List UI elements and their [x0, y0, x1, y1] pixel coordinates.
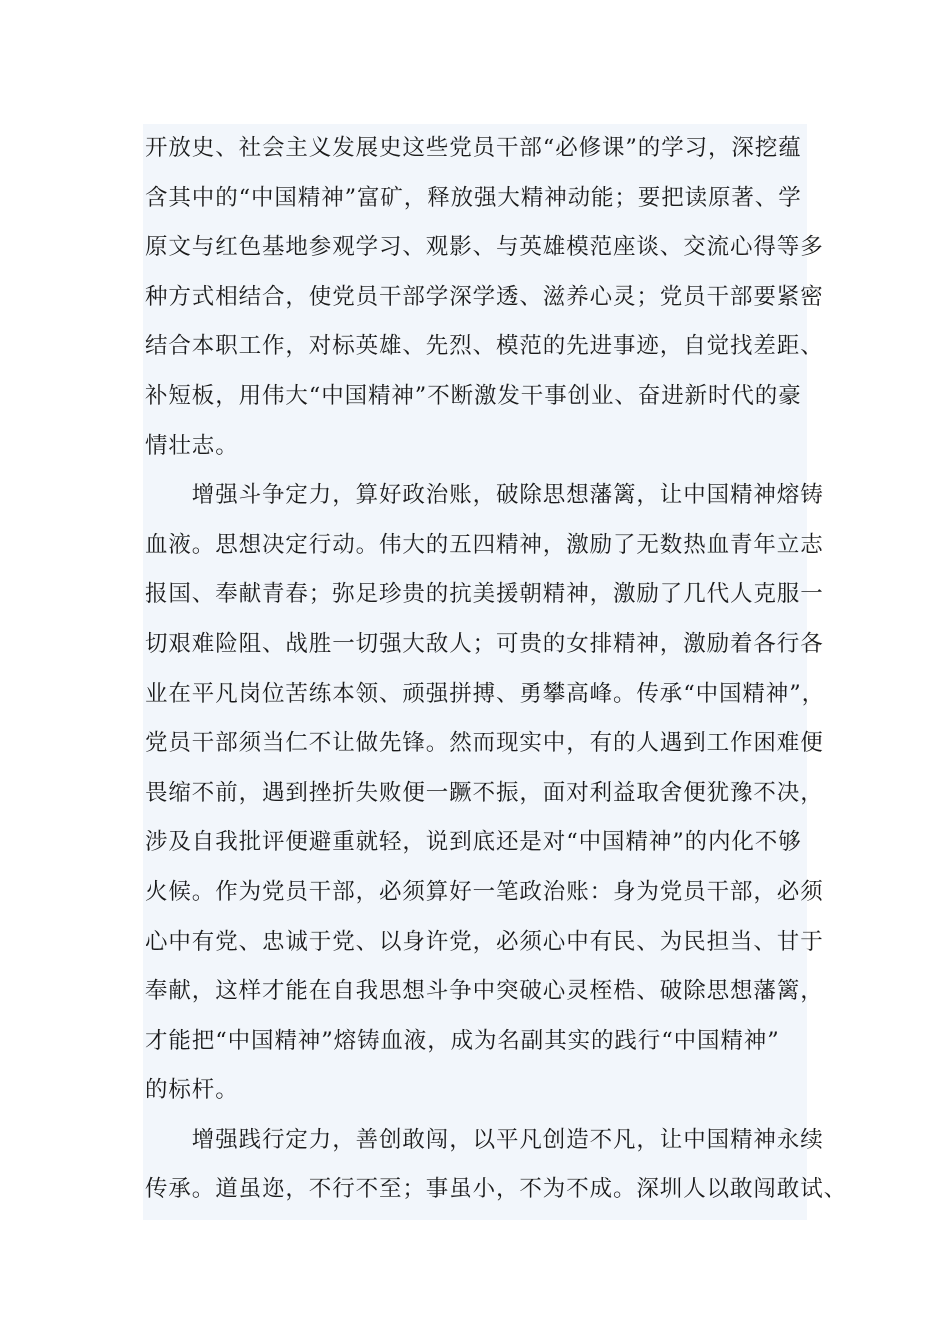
paragraph-1-line-5: 结合本职工作，对标英雄、先烈、模范的先进事迹，自觉找差距、	[145, 333, 824, 360]
paragraph-2-line-3: 报国、奉献青春；弥足珍贵的抗美援朝精神，激励了几代人克服一	[145, 581, 824, 608]
paragraph-1-line-7: 情壮志。	[145, 432, 239, 459]
paragraph-2-line-12: 才能把“中国精神”熔铸血液，成为名副其实的践行“中国精神”	[145, 1027, 780, 1054]
paragraph-3-line-2: 传承。道虽迩，不行不至；事虽小，不为不成。深圳人以敢闯敢试、	[145, 1176, 848, 1203]
paragraph-2-line-8: 涉及自我批评便避重就轻，说到底还是对“中国精神”的内化不够	[145, 829, 802, 856]
paragraph-1-line-6: 补短板，用伟大“中国精神”不断激发干事创业、奋进新时代的豪	[145, 382, 802, 409]
paragraph-2-line-2: 血液。思想决定行动。伟大的五四精神，激励了无数热血青年立志	[145, 531, 824, 558]
paragraph-2-line-5: 业在平凡岗位苦练本领、顽强拼搏、勇攀高峰。传承“中国精神”，	[145, 680, 826, 707]
paragraph-3-line-1: 增强践行定力，善创敢闯，以平凡创造不凡，让中国精神永续	[145, 1126, 824, 1153]
paragraph-2-line-4: 切艰难险阻、战胜一切强大敌人；可贵的女排精神，激励着各行各	[145, 630, 824, 657]
paragraph-1-line-2: 含其中的“中国精神”富矿，释放强大精神动能；要把读原著、学	[145, 184, 802, 211]
paragraph-2-line-11: 奉献，这样才能在自我思想斗争中突破心灵桎梏、破除思想藩篱，	[145, 978, 824, 1005]
paragraph-1-line-1: 开放史、社会主义发展史这些党员干部“必修课”的学习，深挖蕴	[145, 135, 802, 161]
paragraph-2-line-10: 心中有党、忠诚于党、以身许党，必须心中有民、为民担当、甘于	[145, 928, 824, 955]
paragraph-2-line-1: 增强斗争定力，算好政治账，破除思想藩篱，让中国精神熔铸	[145, 482, 824, 509]
paragraph-2-line-6: 党员干部须当仁不让做先锋。然而现实中，有的人遇到工作困难便	[145, 730, 824, 757]
document-body	[143, 124, 848, 1220]
paragraph-2-line-13: 的标杆。	[145, 1077, 239, 1104]
paragraph-1-line-4: 种方式相结合，使党员干部学深学透、滋养心灵；党员干部要紧密	[145, 283, 824, 310]
paragraph-2-line-9: 火候。作为党员干部，必须算好一笔政治账：身为党员干部，必须	[145, 878, 824, 905]
paragraph-1-line-3: 原文与红色基地参观学习、观影、与英雄模范座谈、交流心得等多	[145, 234, 824, 261]
paragraph-2-line-7: 畏缩不前，遇到挫折失败便一蹶不振，面对利益取舍便犹豫不决，	[145, 779, 824, 806]
